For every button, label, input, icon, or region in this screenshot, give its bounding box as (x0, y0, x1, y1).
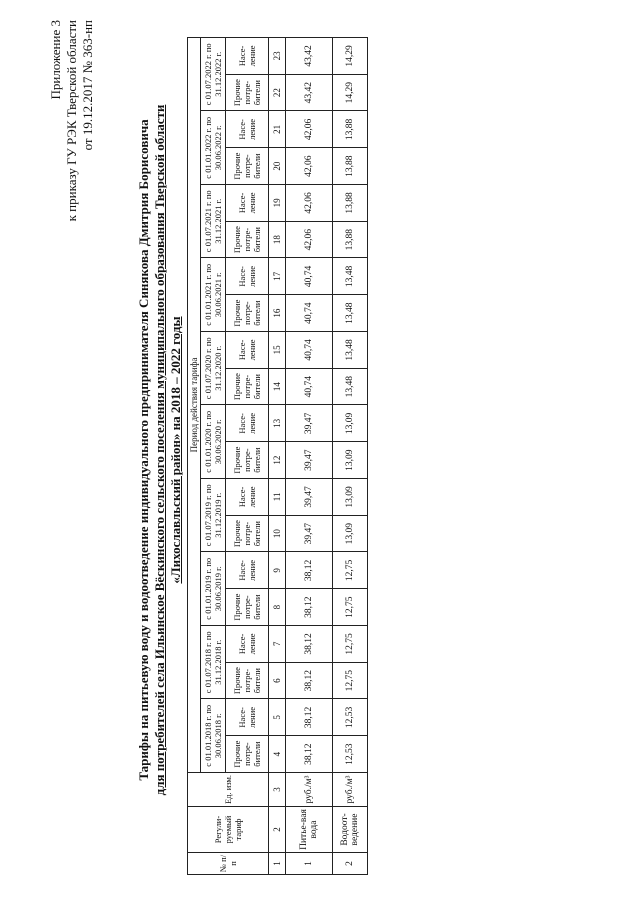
header-row-consumers (226, 38, 269, 875)
header-population: Насе-ление (226, 405, 269, 442)
header-period: Период действия тарифа (188, 38, 201, 773)
header-other-consumers: Прочие потре-бители (226, 221, 269, 258)
column-number: 21 (269, 111, 286, 148)
header-population: Насе-ление (226, 479, 269, 516)
table-row (286, 38, 333, 875)
tariff-value: 40,74 (286, 368, 333, 405)
header-population: Насе-ление (226, 111, 269, 148)
column-number: 11 (269, 479, 286, 516)
column-number: 15 (269, 332, 286, 369)
column-number: 1 (269, 853, 286, 875)
row-tariff: Водоот-ведение (333, 807, 368, 853)
column-number: 23 (269, 38, 286, 75)
row-unit: руб./м³ (286, 773, 333, 807)
header-interval: с 01.01.2022 г. по 30.06.2022 г. (201, 111, 226, 185)
header-interval: с 01.01.2021 г. по 30.06.2021 г. (201, 258, 226, 332)
column-number: 20 (269, 148, 286, 185)
column-number-row (269, 38, 286, 875)
row-unit: руб./м³ (333, 773, 368, 807)
column-number: 8 (269, 589, 286, 626)
header-unit: Ед. изм. (188, 773, 269, 807)
header-other-consumers: Прочие потре-бители (226, 74, 269, 111)
header-interval: с 01.01.2019 г. по 30.06.2019 г. (201, 552, 226, 626)
tariff-value: 13,09 (333, 405, 368, 442)
tariff-value: 39,47 (286, 479, 333, 516)
column-number: 3 (269, 773, 286, 807)
tariff-value: 38,12 (286, 736, 333, 773)
header-other-consumers: Прочие потре-бители (226, 589, 269, 626)
tariff-value: 13,48 (333, 332, 368, 369)
column-number: 17 (269, 258, 286, 295)
tariff-value: 42,06 (286, 111, 333, 148)
header-population: Насе-ление (226, 552, 269, 589)
header-other-consumers: Прочие потре-бители (226, 148, 269, 185)
column-number: 19 (269, 185, 286, 222)
column-number: 16 (269, 295, 286, 332)
tariff-value: 40,74 (286, 295, 333, 332)
header-population: Насе-ление (226, 626, 269, 663)
tariff-value: 13,48 (333, 295, 368, 332)
column-number: 22 (269, 74, 286, 111)
appendix-order: к приказу ГУ РЭК Тверской области (64, 20, 79, 222)
appendix-title: Приложение 3 (48, 20, 63, 100)
tariff-value: 14,29 (333, 74, 368, 111)
tariff-value: 12,75 (333, 589, 368, 626)
header-population: Насе-ление (226, 332, 269, 369)
header-interval: с 01.07.2022 г. по 31.12.2022 г. (201, 38, 226, 112)
tariff-value: 12,75 (333, 626, 368, 663)
column-number: 10 (269, 515, 286, 552)
tariff-value: 13,88 (333, 148, 368, 185)
tariff-value: 38,12 (286, 589, 333, 626)
header-no: № п/п (188, 853, 269, 875)
tariff-table (187, 37, 368, 875)
tariff-value: 12,53 (333, 699, 368, 736)
table-row (333, 38, 368, 875)
header-population: Насе-ление (226, 38, 269, 75)
tariff-value: 12,53 (333, 736, 368, 773)
header-other-consumers: Прочие потре-бители (226, 736, 269, 773)
tariff-value: 43,42 (286, 38, 333, 75)
header-population: Насе-ление (226, 185, 269, 222)
appendix-note (48, 20, 96, 221)
tariff-value: 14,29 (333, 38, 368, 75)
column-number: 14 (269, 368, 286, 405)
document-title (136, 90, 184, 810)
tariff-value: 40,74 (286, 258, 333, 295)
row-number: 1 (286, 853, 333, 875)
header-interval: с 01.07.2019 г. по 31.12.2019 г. (201, 479, 226, 553)
column-number: 7 (269, 626, 286, 663)
header-other-consumers: Прочие потре-бители (226, 442, 269, 479)
appendix-date: от 19.12.2017 № 363-нп (80, 20, 95, 151)
tariff-value: 12,75 (333, 552, 368, 589)
tariff-value: 12,75 (333, 662, 368, 699)
title-line-1: Тарифы на питьевую воду и водоотведение индивидуального предпринимателя Синякова Дмитрия Борисовича (136, 119, 151, 781)
header-row-period (188, 38, 201, 875)
tariff-value: 40,74 (286, 332, 333, 369)
column-number: 2 (269, 807, 286, 853)
header-other-consumers: Прочие потре-бители (226, 515, 269, 552)
header-interval: с 01.07.2020 г. по 31.12.2020 г. (201, 332, 226, 406)
tariff-value: 13,09 (333, 515, 368, 552)
header-interval: с 01.07.2021 г. по 31.12.2021 г. (201, 185, 226, 259)
tariff-value: 38,12 (286, 626, 333, 663)
header-interval: с 01.01.2018 г. по 30.06.2018 г. (201, 699, 226, 773)
column-number: 18 (269, 221, 286, 258)
tariff-value: 42,06 (286, 221, 333, 258)
tariff-value: 43,42 (286, 74, 333, 111)
header-other-consumers: Прочие потре-бители (226, 662, 269, 699)
column-number: 6 (269, 662, 286, 699)
header-interval: с 01.07.2018 г. по 31.12.2018 г. (201, 626, 226, 700)
title-line-3: «Лихославльский район» на 2018 – 2022 годы (168, 316, 183, 584)
row-tariff: Питье-вая вода (286, 807, 333, 853)
column-number: 9 (269, 552, 286, 589)
header-population: Насе-ление (226, 258, 269, 295)
header-tariff: Регули-руемый тариф (188, 807, 269, 853)
column-number: 12 (269, 442, 286, 479)
tariff-value: 39,47 (286, 515, 333, 552)
tariff-value: 13,88 (333, 185, 368, 222)
row-number: 2 (333, 853, 368, 875)
header-population: Насе-ление (226, 699, 269, 736)
tariff-value: 42,06 (286, 148, 333, 185)
tariff-value: 13,48 (333, 258, 368, 295)
header-other-consumers: Прочие потре-бители (226, 295, 269, 332)
header-row-intervals (201, 38, 226, 875)
header-other-consumers: Прочие потре-бители (226, 368, 269, 405)
tariff-value: 13,48 (333, 368, 368, 405)
tariff-value: 42,06 (286, 185, 333, 222)
header-interval: с 01.01.2020 г. по 30.06.2020 г. (201, 405, 226, 479)
tariff-value: 13,88 (333, 221, 368, 258)
column-number: 13 (269, 405, 286, 442)
column-number: 4 (269, 736, 286, 773)
tariff-value: 38,12 (286, 699, 333, 736)
column-number: 5 (269, 699, 286, 736)
tariff-value: 38,12 (286, 552, 333, 589)
tariff-value: 13,09 (333, 442, 368, 479)
tariff-value: 39,47 (286, 405, 333, 442)
tariff-value: 39,47 (286, 442, 333, 479)
title-line-2: для потребителей села Ильинское Вёскинского сельского поселения муниципального образования Тверской области (152, 104, 167, 796)
tariff-value: 38,12 (286, 662, 333, 699)
tariff-value: 13,88 (333, 111, 368, 148)
tariff-value: 13,09 (333, 479, 368, 516)
